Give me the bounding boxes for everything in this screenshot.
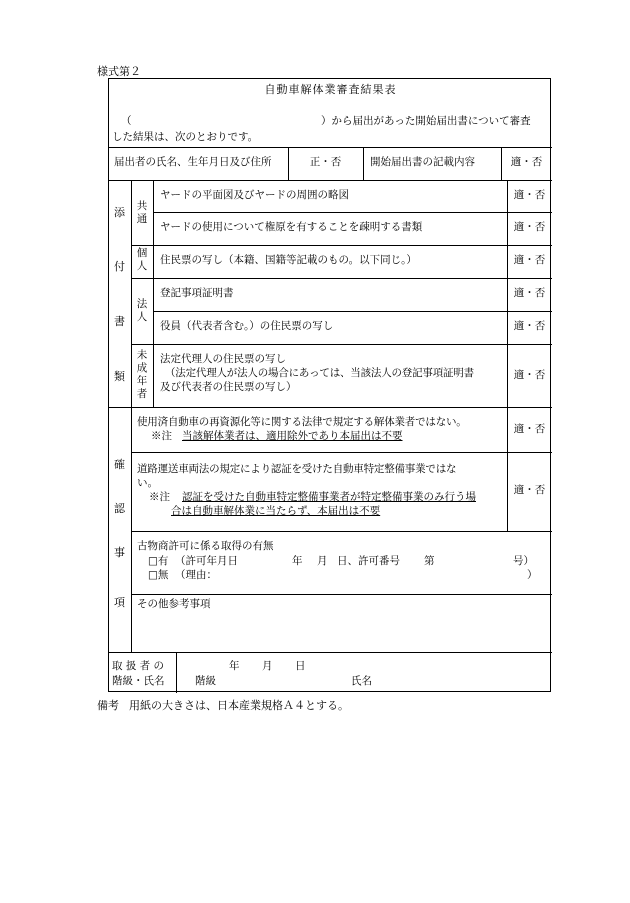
handler-label-1: 取 扱 者 の bbox=[112, 660, 165, 672]
review-result-table bbox=[108, 78, 551, 692]
antique-no-checkbox: □無 bbox=[148, 569, 169, 581]
attach-mark-2: 適・否 bbox=[513, 221, 546, 233]
attach-mark-5: 適・否 bbox=[513, 320, 546, 332]
attach-char-2: 付 bbox=[114, 260, 125, 273]
attach-char-3: 書 bbox=[114, 315, 125, 328]
confirm-char-1: 確 bbox=[114, 458, 125, 471]
confirm-item-2-note-1: 認証を受けた自動車特定整備事業者が特定整備事業のみ行う場 bbox=[182, 491, 476, 503]
attach-mark-4: 適・否 bbox=[513, 287, 546, 299]
remarks-text: 用紙の大きさは、日本産業規格Ａ４とする。 bbox=[129, 699, 349, 712]
confirm-item-2-note-2: 合は自動車解体業に当たらず、本届出は不要 bbox=[171, 505, 381, 517]
intro-line-1: ）から届出があった開始届出書について審査 bbox=[321, 115, 531, 127]
antique-no-reason: （理由： bbox=[175, 569, 217, 581]
antique-yes-checkbox: □有 bbox=[148, 555, 169, 567]
confirm-item-2-line-2: い。 bbox=[137, 477, 158, 489]
form-number-label: 様式第２ bbox=[97, 65, 141, 78]
handler-day: 日 bbox=[295, 660, 306, 672]
attach-item-registry: 登記事項証明書 bbox=[160, 287, 234, 299]
intro-open-paren: （ bbox=[121, 115, 132, 127]
handler-name: 氏名 bbox=[351, 675, 372, 687]
antique-yes-month: 月 bbox=[317, 555, 328, 567]
attach-item-officers: 役員（代表者含む。）の住民票の写し bbox=[160, 320, 334, 332]
attach-mark-1: 適・否 bbox=[513, 189, 546, 201]
antique-yes-year: 年 bbox=[292, 555, 303, 567]
confirm-mark-2: 適・否 bbox=[513, 484, 546, 496]
description-mark: 適・否 bbox=[510, 156, 543, 168]
group-corp-2: 人 bbox=[136, 311, 148, 323]
attach-item-yard-map: ヤードの平面図及びヤードの周囲の略図 bbox=[160, 189, 349, 201]
confirm-item-1-note: 当該解体業者は、適用除外であり本届出は不要 bbox=[182, 430, 403, 442]
confirm-item-2-line-1: 道路運送車両法の規定により認証を受けた自動車特定整備事業ではな bbox=[137, 463, 457, 475]
group-corp-1: 法 bbox=[136, 298, 148, 310]
other-notes-label: その他参考事項 bbox=[137, 598, 211, 610]
confirm-char-2: 認 bbox=[114, 502, 125, 515]
minor-item-line-1: 法定代理人の住民票の写し bbox=[160, 353, 286, 365]
group-minor-2: 成 bbox=[136, 362, 148, 374]
confirm-char-3: 事 bbox=[114, 546, 125, 559]
confirm-item-2-note-prefix: ※注 bbox=[149, 491, 170, 503]
confirm-item-1-note-prefix: ※注 bbox=[151, 430, 172, 442]
attach-mark-3: 適・否 bbox=[513, 254, 546, 266]
attach-mark-6: 適・否 bbox=[513, 369, 546, 381]
group-individual-2: 人 bbox=[136, 260, 148, 272]
antique-title: 古物商許可に係る取得の有無 bbox=[137, 540, 274, 552]
group-individual-1: 個 bbox=[136, 247, 148, 259]
group-common-2: 通 bbox=[136, 213, 148, 225]
attach-char-4: 類 bbox=[114, 370, 125, 383]
antique-yes-date-label: （許可年月日 bbox=[175, 555, 238, 567]
description-label: 開始届出書の記載内容 bbox=[370, 156, 475, 168]
handler-year: 年 bbox=[229, 660, 240, 672]
handler-month: 月 bbox=[262, 660, 273, 672]
group-common-1: 共 bbox=[136, 200, 148, 212]
group-minor-1: 未 bbox=[136, 349, 148, 361]
group-minor-4: 者 bbox=[136, 388, 148, 400]
handler-rank: 階級 bbox=[195, 675, 216, 687]
confirm-mark-1: 適・否 bbox=[513, 423, 546, 435]
applicant-label: 届出者の氏名、生年月日及び住所 bbox=[114, 156, 272, 168]
antique-yes-number: 第 bbox=[424, 555, 435, 567]
antique-yes-day: 日、許可番号 bbox=[337, 555, 400, 567]
attach-char-1: 添 bbox=[114, 206, 125, 219]
attach-item-yard-right: ヤードの使用について権原を有することを疎明する書類 bbox=[160, 221, 423, 233]
confirm-char-4: 項 bbox=[114, 596, 125, 609]
attach-item-resident-card: 住民票の写し（本籍、国籍等記載のもの。以下同じ。） bbox=[160, 254, 417, 266]
group-minor-3: 年 bbox=[136, 375, 148, 387]
handler-label-2: 階級・氏名 bbox=[112, 675, 165, 687]
minor-item-line-3: 及び代表者の住民票の写し） bbox=[160, 381, 297, 393]
remarks-footer bbox=[97, 697, 349, 713]
minor-item-line-2: （法定代理人が法人の場合にあっては、当該法人の登記事項証明書 bbox=[165, 367, 474, 379]
antique-no-end: ） bbox=[527, 569, 538, 581]
antique-yes-end: 号） bbox=[513, 555, 534, 567]
remarks-prefix: 備考 bbox=[97, 699, 119, 712]
confirm-item-1-line: 使用済自動車の再資源化等に関する法律で規定する解体業者ではない。 bbox=[137, 416, 467, 428]
intro-line-2: した結果は、次のとおりです。 bbox=[112, 131, 259, 143]
applicant-mark: 正・否 bbox=[309, 156, 342, 168]
form-title: 自動車解体業審査結果表 bbox=[264, 83, 397, 96]
